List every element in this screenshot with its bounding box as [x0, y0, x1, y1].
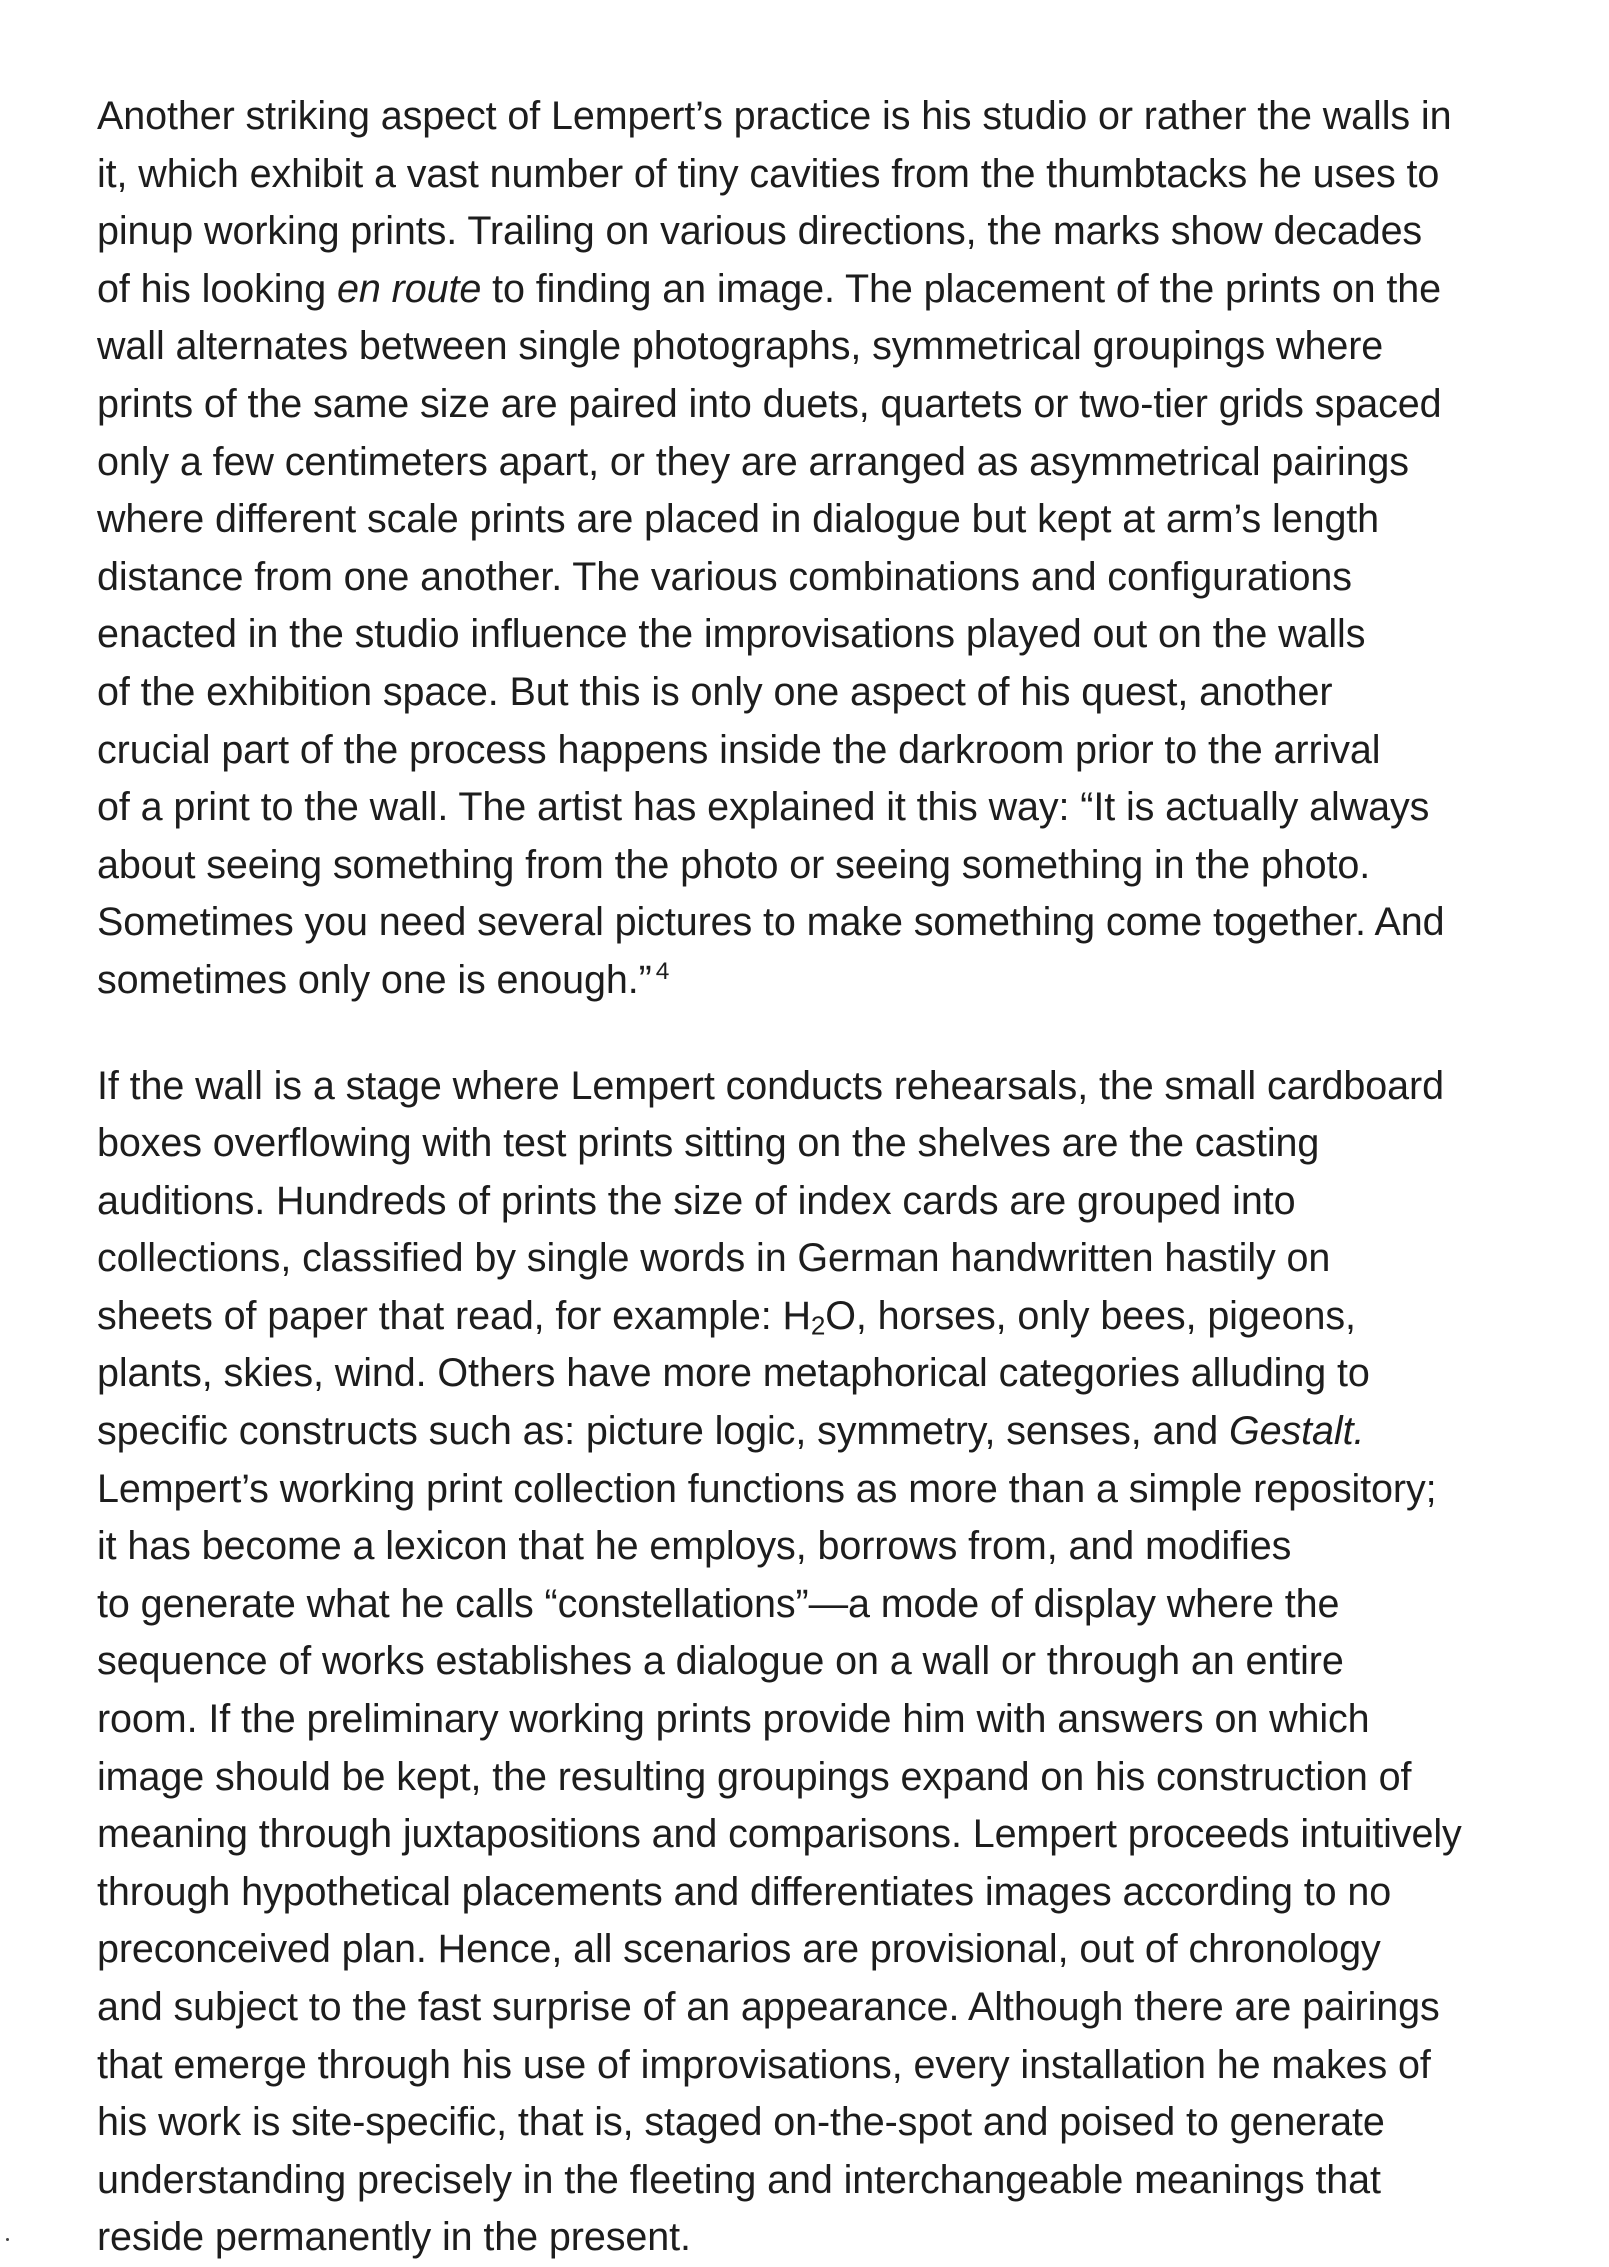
- text-line: preconceived plan. Hence, all scenarios are provisional, out of chronology: [97, 1927, 1381, 1972]
- paragraph-print-collection: [97, 1058, 1567, 2267]
- text-line: his work is site-specific, that is, staged on-the-spot and poised to generate: [97, 2100, 1385, 2145]
- text-line: of the exhibition space. But this is only one aspect of his quest, another: [97, 669, 1333, 714]
- text-line: understanding precisely in the fleeting and interchangeable meanings that: [97, 2157, 1381, 2202]
- document-page: [97, 88, 1567, 2267]
- text-line: prints of the same size are paired into duets, quartets or two-tier grids spaced: [97, 381, 1442, 426]
- text-line: distance from one another. The various combinations and configurations: [97, 554, 1352, 599]
- text-run: to finding an image. The placement of the prints on the: [481, 266, 1442, 311]
- text-line: collections, classified by single words in German handwritten hastily on: [97, 1236, 1331, 1281]
- text-line: through hypothetical placements and differentiates images according to no: [97, 1869, 1392, 1914]
- text-run: sometimes only one is enough.”: [97, 957, 652, 1002]
- scan-speck: [6, 2238, 9, 2241]
- text-line: If the wall is a stage where Lempert conducts rehearsals, the small cardboard: [97, 1063, 1444, 1108]
- text-line: only a few centimeters apart, or they are arranged as asymmetrical pairings: [97, 439, 1409, 484]
- text-line: sequence of works establishes a dialogue on a wall or through an entire: [97, 1639, 1344, 1684]
- text-line: crucial part of the process happens inside the darkroom prior to the arrival: [97, 727, 1381, 772]
- text-run: specific constructs such as: picture logic, symmetry, senses, and: [97, 1409, 1230, 1454]
- subscript: 2: [810, 1310, 826, 1341]
- text-line: reside permanently in the present.: [97, 2215, 691, 2260]
- text-line: [97, 261, 1567, 319]
- text-line: it has become a lexicon that he employs, borrows from, and modifies: [97, 1524, 1292, 1569]
- text-line: enacted in the studio influence the improvisations played out on the walls: [97, 612, 1366, 657]
- footnote-reference: 4: [655, 958, 670, 986]
- text-line: Another striking aspect of Lempert’s practice is his studio or rather the walls in: [97, 94, 1452, 138]
- text-run: of his looking: [97, 266, 338, 311]
- text-run: O, horses, only bees, pigeons,: [825, 1293, 1356, 1338]
- text-line: where different scale prints are placed in dialogue but kept at arm’s length: [97, 497, 1380, 542]
- text-line: to generate what he calls “constellations”—a mode of display where the: [97, 1581, 1340, 1626]
- text-line: auditions. Hundreds of prints the size of index cards are grouped into: [97, 1178, 1296, 1223]
- text-line: boxes overflowing with test prints sitting on the shelves are the casting: [97, 1121, 1320, 1166]
- text-line: [97, 1288, 1567, 1346]
- text-line: that emerge through his use of improvisations, every installation he makes of: [97, 2042, 1431, 2087]
- text-line: [97, 1403, 1567, 1461]
- text-line: about seeing something from the photo or seeing something in the photo.: [97, 842, 1371, 887]
- text-line: Lempert’s working print collection functions as more than a simple repository;: [97, 1466, 1437, 1511]
- text-line: image should be kept, the resulting groupings expand on his construction of: [97, 1754, 1412, 1799]
- paragraph-spacer: [97, 1010, 1567, 1058]
- italic-phrase: Gestalt.: [1229, 1409, 1365, 1454]
- text-line: of a print to the wall. The artist has explained it this way: “It is actually always: [97, 785, 1430, 830]
- text-line: meaning through juxtapositions and comparisons. Lempert proceeds intuitively: [97, 1812, 1462, 1857]
- text-line: and subject to the fast surprise of an appearance. Although there are pairings: [97, 1985, 1440, 2029]
- text-line: [97, 952, 1567, 1010]
- text-line: it, which exhibit a vast number of tiny cavities from the thumbtacks he uses to: [97, 151, 1440, 196]
- text-line: room. If the preliminary working prints provide him with answers on which: [97, 1697, 1370, 1742]
- text-line: pinup working prints. Trailing on various directions, the marks show decades: [97, 209, 1423, 254]
- paragraph-studio-walls: [97, 88, 1567, 1010]
- text-line: plants, skies, wind. Others have more metaphorical categories alluding to: [97, 1351, 1370, 1396]
- text-run: sheets of paper that read, for example: H: [97, 1293, 811, 1338]
- italic-phrase: en route: [337, 266, 482, 311]
- text-line: Sometimes you need several pictures to make something come together. And: [97, 900, 1445, 945]
- text-line: wall alternates between single photographs, symmetrical groupings where: [97, 324, 1384, 369]
